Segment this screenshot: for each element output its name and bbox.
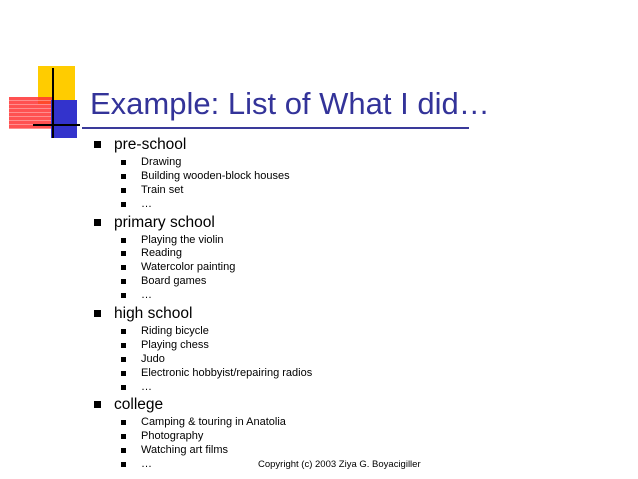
list-item <box>94 247 594 261</box>
section-heading-high-school <box>94 303 594 325</box>
section-heading-preschool <box>94 134 594 156</box>
list-item-text: Playing the violin <box>141 233 224 246</box>
square-bullet-icon <box>121 371 126 376</box>
list-item <box>94 339 594 353</box>
list-item <box>94 353 594 367</box>
square-bullet-icon <box>121 251 126 256</box>
list-item-text: Building wooden-block houses <box>141 169 290 182</box>
list-item-text: … <box>141 380 152 393</box>
list-item <box>94 156 594 170</box>
square-bullet-icon <box>121 293 126 298</box>
list-item-text: Camping & touring in Anatolia <box>141 416 286 429</box>
list-item <box>94 289 594 303</box>
section-heading-text: pre-school <box>114 136 187 153</box>
section-heading-text: primary school <box>114 213 215 231</box>
list-item-text: Reading <box>141 247 182 260</box>
list-item <box>94 381 594 395</box>
list-item <box>94 444 594 458</box>
list-item-text: Judo <box>141 352 165 365</box>
copyright-footer: Copyright (c) 2003 Ziya G. Boyacigiller <box>258 459 421 470</box>
list-item-text: … <box>141 458 152 471</box>
square-bullet-icon <box>94 141 101 148</box>
list-item <box>94 430 594 444</box>
list-item-text: Drawing <box>141 156 182 168</box>
list-item-text: Photography <box>141 430 204 443</box>
section-heading-text: high school <box>114 305 193 323</box>
square-bullet-icon <box>121 202 126 207</box>
square-bullet-icon <box>121 329 126 334</box>
list-item-text: … <box>141 289 152 302</box>
square-bullet-icon <box>121 188 126 193</box>
list-item-text: Riding bicycle <box>141 325 209 338</box>
section-heading-text: college <box>114 396 164 414</box>
list-item-text: Playing chess <box>141 338 209 351</box>
square-bullet-icon <box>94 219 101 226</box>
square-bullet-icon <box>121 174 126 179</box>
list-item <box>94 198 594 212</box>
list-item-text: Train set <box>141 183 184 196</box>
square-bullet-icon <box>121 448 126 453</box>
list-item-text: Watercolor painting <box>141 261 236 274</box>
list-item <box>94 170 594 184</box>
decor-horizontal-line <box>33 124 80 126</box>
square-bullet-icon <box>121 434 126 439</box>
list-item <box>94 416 594 430</box>
square-bullet-icon <box>121 343 126 348</box>
decor-vertical-line <box>52 68 54 138</box>
list-item-text: Board games <box>141 275 207 288</box>
section-heading-primary-school <box>94 212 594 234</box>
square-bullet-icon <box>121 420 126 425</box>
list-item <box>94 184 594 198</box>
section-heading-college <box>94 394 594 416</box>
list-item <box>94 234 594 248</box>
square-bullet-icon <box>121 279 126 284</box>
square-bullet-icon <box>94 401 101 408</box>
square-bullet-icon <box>121 265 126 270</box>
square-bullet-icon <box>121 238 126 243</box>
list-item <box>94 261 594 275</box>
list-item-text: Electronic hobbyist/repairing radios <box>141 366 313 379</box>
slide-title: Example: List of What I did… <box>90 86 490 121</box>
list-item <box>94 275 594 289</box>
square-bullet-icon <box>121 357 126 362</box>
decor-blue-square <box>51 100 77 138</box>
square-bullet-icon <box>94 310 101 317</box>
title-underline <box>82 127 469 129</box>
square-bullet-icon <box>121 385 126 390</box>
slide-content <box>94 134 594 472</box>
square-bullet-icon <box>121 462 126 467</box>
list-item-text: Watching art films <box>141 444 229 457</box>
list-item <box>94 325 594 339</box>
list-item <box>94 367 594 381</box>
list-item-text: … <box>141 197 152 210</box>
square-bullet-icon <box>121 160 126 165</box>
